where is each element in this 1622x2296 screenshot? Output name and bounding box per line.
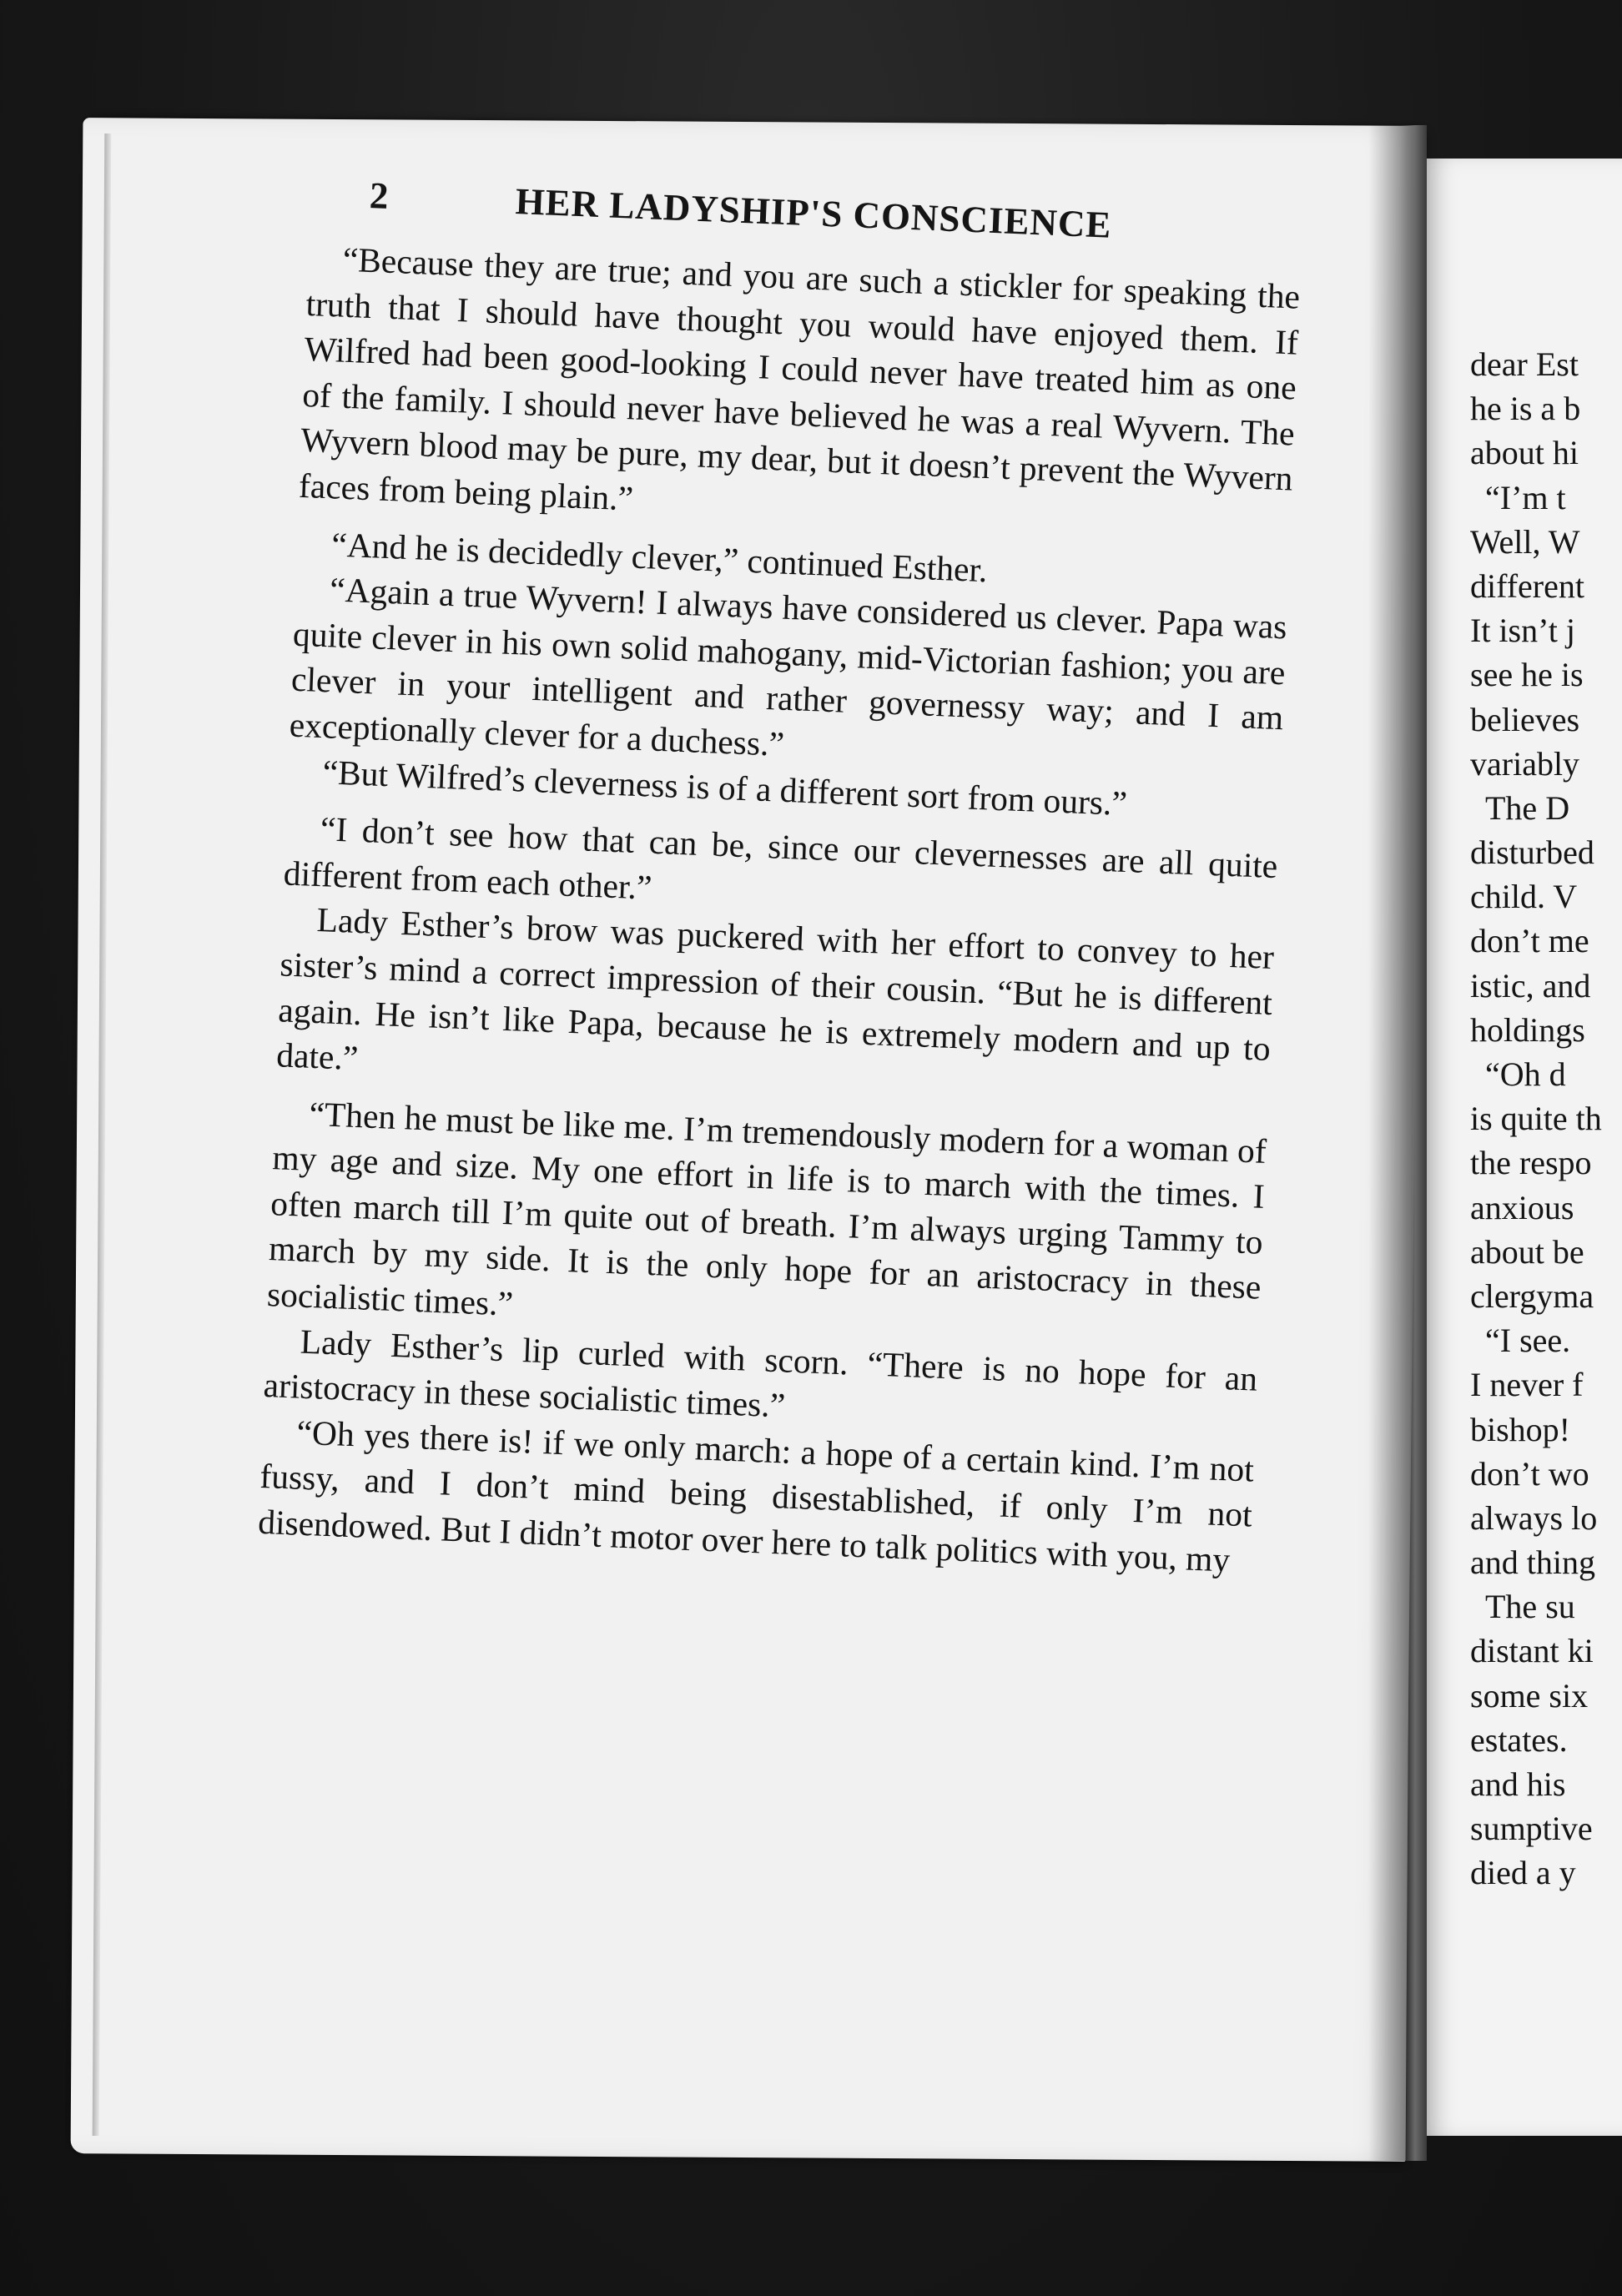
paragraph: “Because they are true; and you are such a stickler for speaking the truth that I should have thought you would have enjoyed them. If Wilfred had been good-looking I could never have treated him as one of the family. I should never have believed he was a real Wyvern. The Wyvern blood may be pure, my dear, but it doesn’t prevent the Wyvern faces from being plain.” <box>298 239 1301 518</box>
facing-line: “I see. <box>1485 1322 1571 1360</box>
paragraph: Lady Esther’s brow was puckered with her effort to convey to her sister’s mind a correct impression of their cousin. “But he is different again. He isn’t like Papa, because he is extremely modern and up to date.” <box>275 900 1275 1078</box>
paragraph: “And he is decidedly clever,” continued Esther. <box>330 524 989 589</box>
page-number: 2 <box>368 174 390 217</box>
facing-line: The D <box>1485 788 1570 827</box>
facing-line: and thing <box>1470 1543 1595 1582</box>
left-page-body <box>257 235 1301 1584</box>
facing-line: It isn’t j <box>1470 612 1575 650</box>
paragraph: “Again a true Wyvern! I always have considered us clever. Papa was quite clever in his own solid mahogany, mid-Victorian fashion; you are clever in your intelligent and rather governessy way; and I am exceptionally clever for a duchess.” <box>289 570 1288 763</box>
facing-line: istic, and <box>1470 966 1591 1004</box>
facing-line: believes <box>1470 700 1580 738</box>
facing-page-text <box>1470 342 1622 1896</box>
running-title: HER LADYSHIP'S CONSCIENCE <box>514 180 1113 246</box>
facing-line: estates. <box>1470 1720 1568 1759</box>
facing-line: and his <box>1470 1765 1566 1803</box>
facing-line: died a y <box>1470 1854 1576 1892</box>
paragraph: Lady Esther’s lip curled with scorn. “There is no hope for an aristocracy in these socialistic times.” <box>262 1322 1258 1425</box>
facing-line: different <box>1470 566 1584 605</box>
paragraph: “Then he must be like me. I’m tremendously modern for a woman of my age and size. My one effort in life is to march with the times. I often march till I’m quite out of breath. I’m always urging Tammy to march by my side. It is the only hope for an aristocracy in these socialistic times.” <box>266 1094 1267 1323</box>
facing-line: anxious <box>1470 1188 1574 1226</box>
facing-line: some six <box>1470 1676 1589 1714</box>
facing-line: dear Est <box>1470 345 1579 383</box>
facing-line: sumptive <box>1470 1810 1593 1848</box>
facing-line: is quite th <box>1470 1100 1602 1138</box>
facing-line: about hi <box>1470 434 1579 472</box>
facing-line: “I’m t <box>1485 478 1566 516</box>
book-gutter <box>1368 125 1427 2161</box>
facing-line: clergyma <box>1470 1276 1594 1315</box>
facing-line: distant ki <box>1470 1632 1594 1670</box>
paragraph: “Oh yes there is! if we only march: a hope of a certain kind. I’m not fussy, and I don’t mind being disestablished, if only I’m not disendowed. But I didn’t motor over here to talk politics with you, my <box>257 1412 1255 1579</box>
facing-line: I never f <box>1470 1366 1584 1404</box>
facing-line: always lo <box>1470 1498 1598 1537</box>
paragraph: “I don’t see how that can be, since our clevernesses are all quite different from each other.” <box>283 809 1279 907</box>
facing-line: about be <box>1470 1232 1584 1271</box>
facing-line: don’t wo <box>1470 1454 1589 1493</box>
facing-line: bishop! <box>1470 1410 1570 1448</box>
facing-line: The su <box>1485 1588 1575 1626</box>
facing-line: see he is <box>1470 656 1584 694</box>
facing-line: disturbed <box>1470 833 1594 872</box>
facing-line: don’t me <box>1470 922 1589 960</box>
facing-line: Well, W <box>1470 522 1580 561</box>
facing-line: child. V <box>1470 878 1578 916</box>
facing-line: the respo <box>1470 1144 1592 1182</box>
paragraph: “But Wilfred’s cleverness is of a different sort from ours.” <box>321 752 1128 823</box>
facing-line: holdings <box>1470 1010 1585 1049</box>
facing-line: he is a b <box>1470 390 1581 428</box>
facing-line: “Oh d <box>1485 1055 1566 1093</box>
facing-line: variably <box>1470 744 1580 783</box>
